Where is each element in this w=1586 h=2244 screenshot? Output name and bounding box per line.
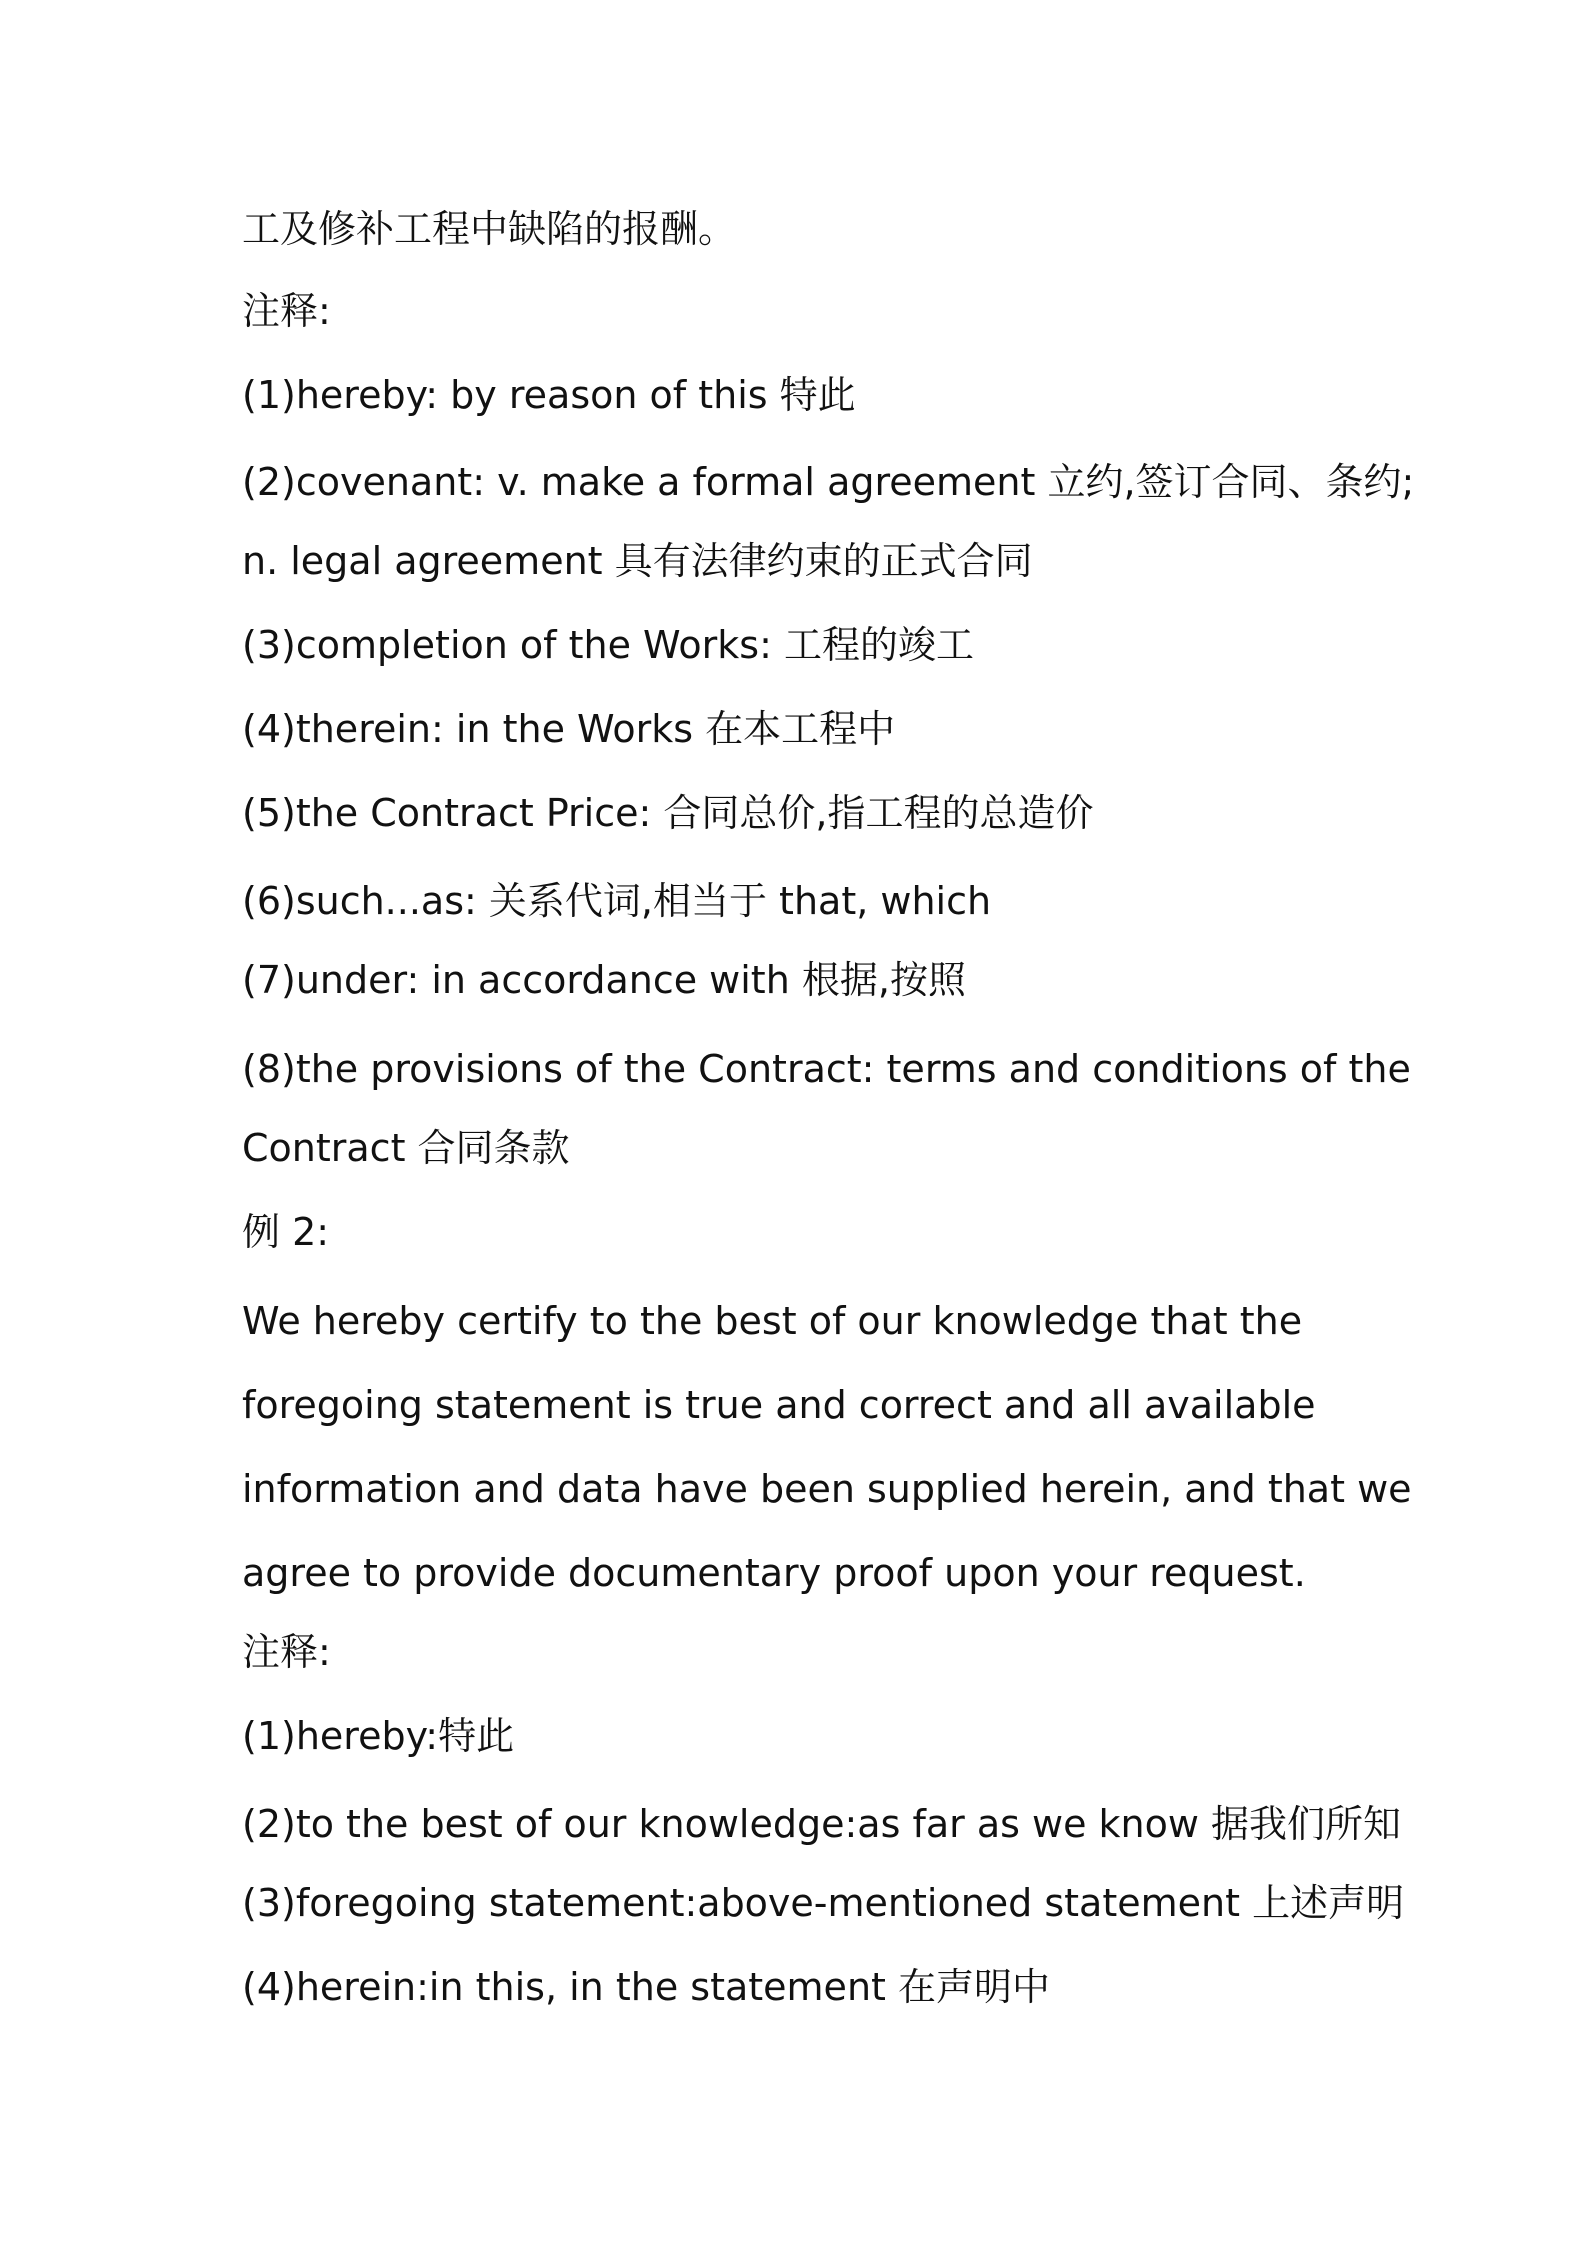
- note-item: (6)such...as: 关系代词,相当于 that, which: [242, 879, 992, 923]
- example-text-line: agree to provide documentary proof upon your request.: [242, 1551, 1306, 1595]
- example-text-line: We hereby certify to the best of our knowledge that the: [242, 1299, 1303, 1343]
- example-heading: 例 2:: [242, 1210, 330, 1254]
- note-item: (2)covenant: v. make a formal agreement 立约,签订合同、条约;: [242, 460, 1415, 504]
- example-text-line: information and data have been supplied herein, and that we: [242, 1467, 1412, 1511]
- notes-heading: 注释:: [242, 289, 331, 333]
- note-item: (4)therein: in the Works 在本工程中: [242, 707, 896, 751]
- note-item: (1)hereby: by reason of this 特此: [242, 373, 856, 417]
- note-item: (1)hereby:特此: [242, 1714, 515, 1758]
- note-item: (4)herein:in this, in the statement 在声明中: [242, 1965, 1051, 2009]
- example-text-line: foregoing statement is true and correct and all available: [242, 1383, 1316, 1427]
- note-item: (8)the provisions of the Contract: terms and conditions of the: [242, 1047, 1411, 1091]
- note-item-continuation: n. legal agreement 具有法律约束的正式合同: [242, 539, 1033, 583]
- note-item: (3)completion of the Works: 工程的竣工: [242, 623, 974, 667]
- note-item: (5)the Contract Price: 合同总价,指工程的总造价: [242, 791, 1094, 835]
- note-item: (7)under: in accordance with 根据,按照: [242, 958, 966, 1002]
- note-item: (2)to the best of our knowledge:as far as we know 据我们所知: [242, 1802, 1402, 1846]
- notes-heading: 注释:: [242, 1630, 331, 1674]
- note-item: (3)foregoing statement:above-mentioned statement 上述声明: [242, 1881, 1405, 1925]
- text-line: 工及修补工程中缺陷的报酬。: [242, 207, 737, 251]
- note-item-continuation: Contract 合同条款: [242, 1126, 570, 1170]
